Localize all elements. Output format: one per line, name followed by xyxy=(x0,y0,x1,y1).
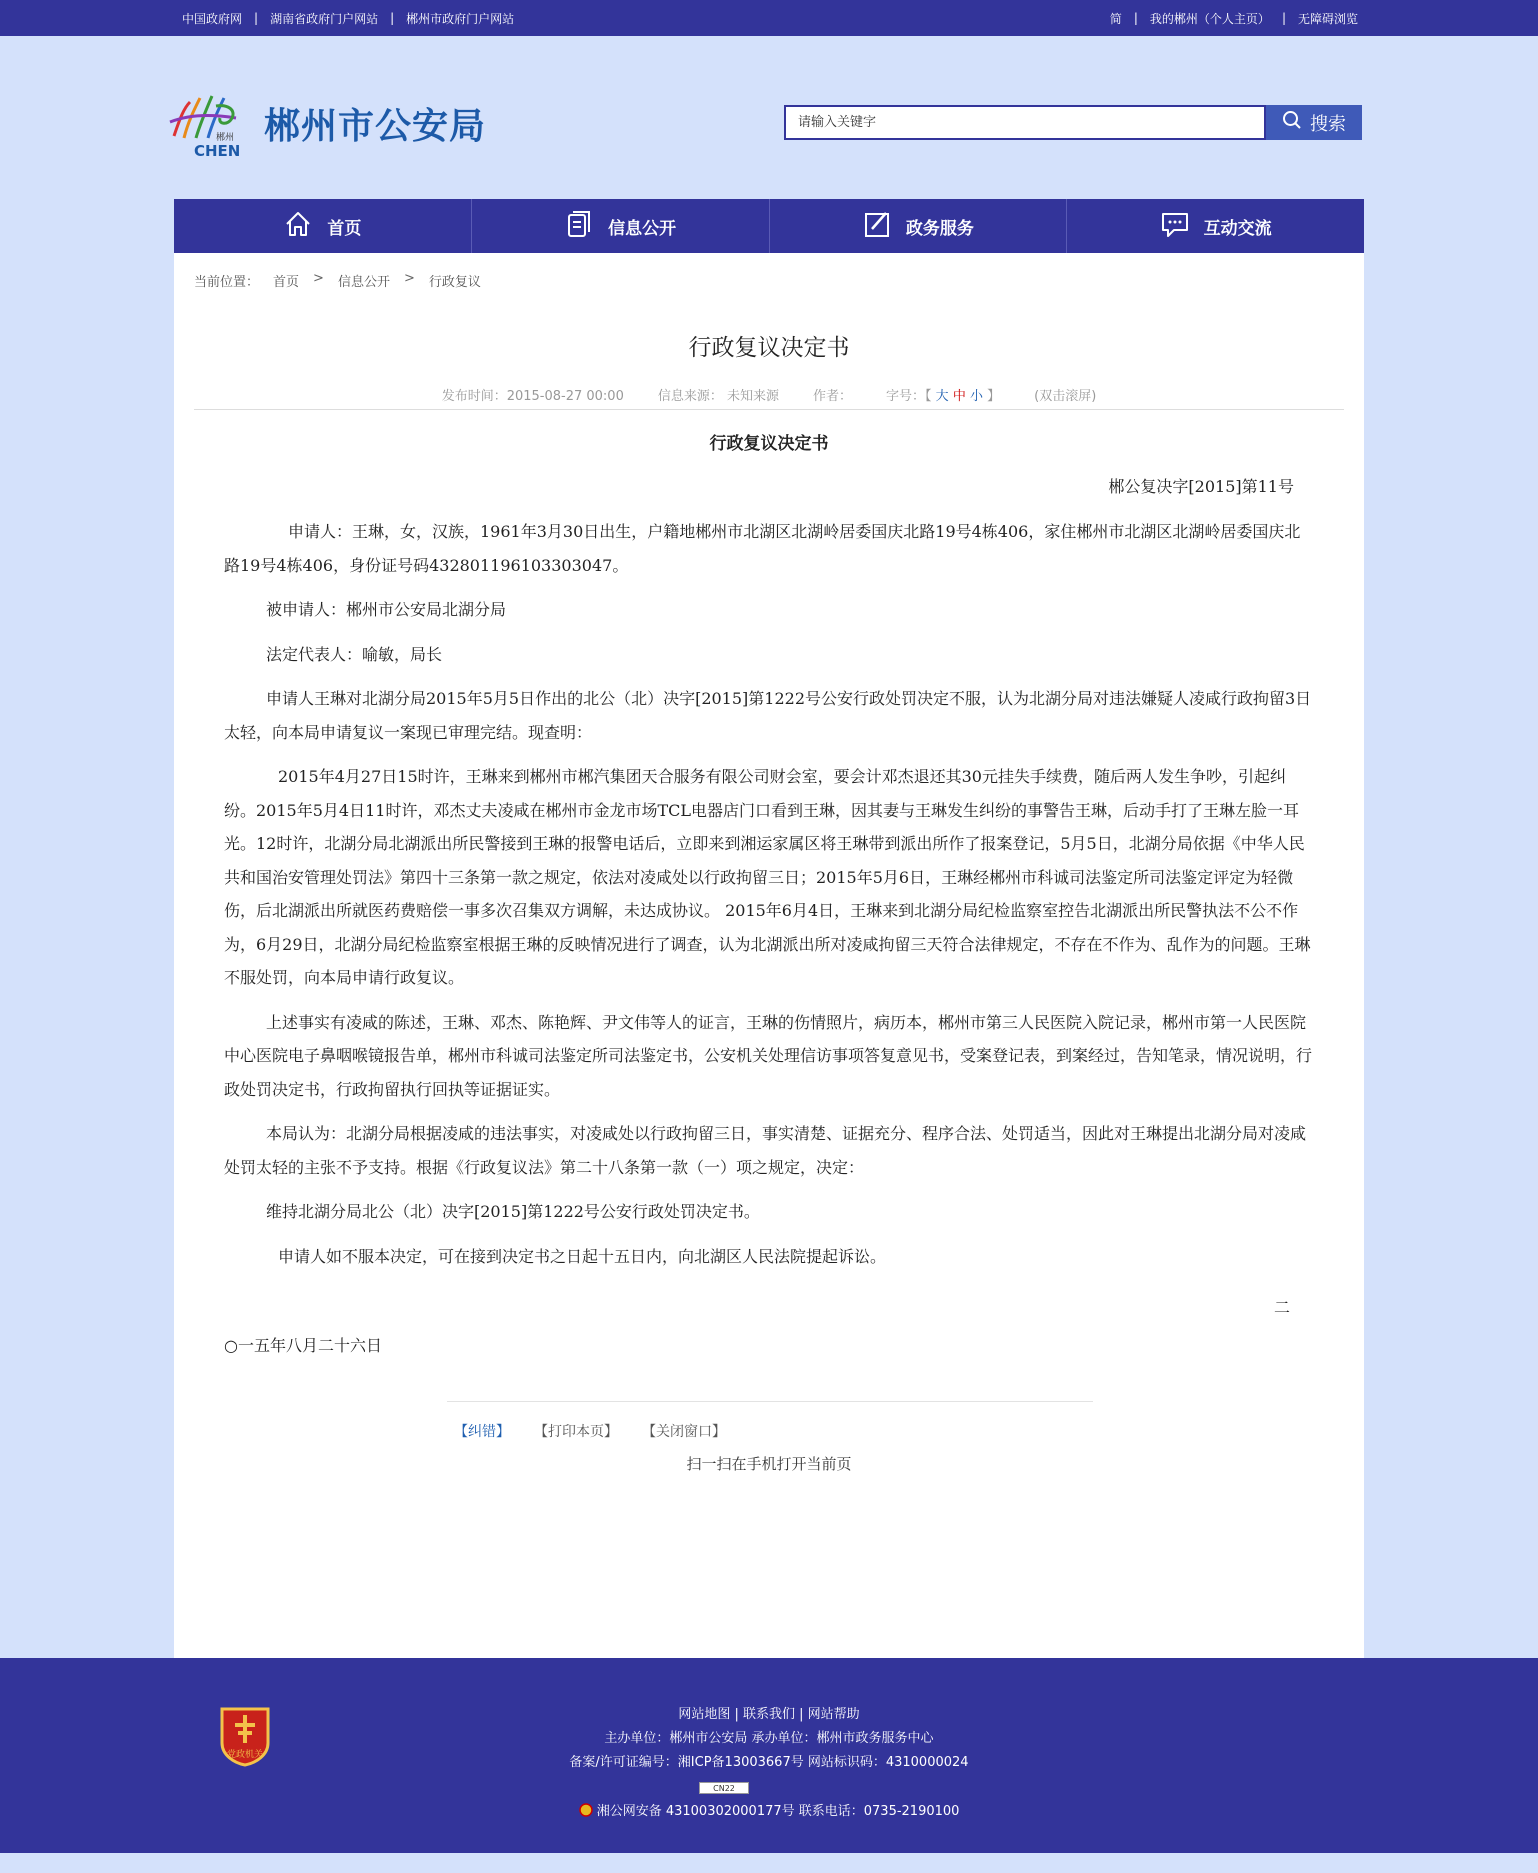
nav-gov-service[interactable] xyxy=(770,199,1068,253)
font-size-control xyxy=(886,385,1000,404)
article-meta xyxy=(174,385,1364,404)
document-date: ○一五年八月二十六日 xyxy=(224,1336,382,1355)
nav-label: 首页 xyxy=(327,218,362,239)
info-source: 信息来源： 未知来源 xyxy=(657,389,779,404)
search-icon xyxy=(1282,110,1302,135)
scan-qr-text: 扫一扫在手机打开当前页 xyxy=(686,1455,852,1473)
top-bar xyxy=(0,0,1538,36)
nav-info-public[interactable] xyxy=(472,199,770,253)
site-title: 郴州市公安局 xyxy=(264,106,487,147)
edit-icon xyxy=(862,209,892,244)
link-chenzhou-gov[interactable]: 郴州市政府门户网站 xyxy=(406,11,515,26)
document-icon xyxy=(564,209,594,244)
document-heading: 行政复议决定书 xyxy=(709,434,829,454)
divider xyxy=(194,409,1344,410)
document-body xyxy=(224,423,1314,1356)
article-tools xyxy=(454,1421,726,1441)
font-size-medium[interactable]: 中 xyxy=(952,389,966,404)
paragraph-opinion: 本局认为：北湖分局根据凌咸的违法事实，对凌咸处以行政拘留三日，事实清楚、证据充分、程序合法、处罚适当，因此对王琳提出北湖分局对凌咸处罚太轻的主张不予支持。根据《行政复议法》第二十八条第一款（一）项之规定，决定： xyxy=(224,1124,1307,1177)
main-nav xyxy=(174,199,1364,253)
link-accessibility[interactable]: 无障碍浏览 xyxy=(1297,11,1358,26)
paragraph-facts: 2015年4月27日15时许，王琳来到郴州市郴汽集团天合服务有限公司财会室，要会计邓杰退还其30元挂失手续费，随后两人发生争吵，引起纠纷。2015年5月4日11时许，邓杰丈夫凌咸在郴州市金龙市场TCL电器店门口看到王琳，因其妻与王琳发生纠纷的事警告王琳，后动手打了王琳左脸一耳光。12时许，北湖分局北湖派出所民警接到王琳的报警电话后，立即来到湘运家属区将王琳带到派出所作了报案登记，5月5日，北湖分局依据《中华人民共和国治安管理处罚法》第四十三条第一款之规定，依法对凌咸处以行政拘留三日；2015年5月6日，王琳经郴州市科诚司法鉴定所司法鉴定评定为轻微伤，后北湖派出所就医药费赔偿一事多次召集双方调解，未达成协议。 2015年6月4日，王琳来到北湖分局纪检监察室控告北湖派出所民警执法不公不作为，6月29日，北湖分局纪检监察室根据王琳的反映情况进行了调查，认为北湖派出所对凌咸拘留三天符合法律规定，不存在不作为、乱作为的问题。王琳不服处罚，向本局申请行政复议。 xyxy=(224,767,1311,987)
bracket-open: 【 xyxy=(925,389,932,404)
nav-label: 信息公开 xyxy=(608,218,677,239)
paragraph-decision: 维持北湖分局北公（北）决字[2015]第1222号公安行政处罚决定书。 xyxy=(266,1202,760,1221)
nav-interaction[interactable] xyxy=(1067,199,1364,253)
link-gov-cn[interactable]: 中国政府网 xyxy=(182,11,243,26)
breadcrumb-home[interactable]: 首页 xyxy=(273,275,300,290)
font-size-small[interactable]: 小 xyxy=(969,389,983,404)
author: 作者： xyxy=(812,389,852,404)
breadcrumb xyxy=(194,271,481,290)
divider xyxy=(447,1401,1093,1402)
document-tail-mark: 二 xyxy=(1273,1298,1290,1317)
footer-icp[interactable]: 备案/许可证编号：湘ICP备13003667号 网站标识码：4310000024 xyxy=(569,1755,969,1770)
font-size-label: 字号： xyxy=(886,389,926,404)
content-panel xyxy=(174,253,1364,1658)
paragraph-appeal: 申请人如不服本决定，可在接到决定书之日起十五日内，向北湖区人民法院提起诉讼。 xyxy=(278,1246,887,1266)
paragraph-evidence: 上述事实有凌咸的陈述，王琳、邓杰、陈艳辉、尹文伟等人的证言，王琳的伤情照片，病历本，郴州市第三人民医院入院记录，郴州市第一人民医院中心医院电子鼻咽喉镜报告单，郴州市科诚司法鉴定所司法鉴定书，公安机关处理信访事项答复意见书，受案登记表，到案经过，告知笔录，情况说明，行政处罚决定书，行政拘留执行回执等证据证实。 xyxy=(224,1012,1313,1099)
search-button[interactable] xyxy=(1266,105,1362,140)
search-button-label: 搜索 xyxy=(1310,113,1346,134)
report-error-link[interactable]: 【纠错】 xyxy=(454,1424,510,1440)
site-badge-icon[interactable]: CN22 xyxy=(699,1782,749,1794)
top-links-right xyxy=(1110,0,1358,36)
police-badge-icon xyxy=(579,1804,597,1819)
police-record-text: 湘公网安备 43100302000177号 联系电话：0735-2190100 xyxy=(596,1804,960,1819)
print-page-link[interactable]: 【打印本页】 xyxy=(534,1424,618,1440)
paragraph-legal-rep: 法定代表人：喻敏，局长 xyxy=(266,644,443,664)
paragraph-applicant: 申请人：王琳，女，汉族，1961年3月30日出生，户籍地郴州市北湖区北湖岭居委国庆北路19号4栋406，家住郴州市北湖区北湖岭居委国庆北路19号4栋406，身份证号码432801196103303047。 xyxy=(224,522,1301,575)
chat-icon xyxy=(1160,209,1190,244)
breadcrumb-admin-review[interactable]: 行政复议 xyxy=(428,275,481,290)
link-my-chenzhou[interactable]: 我的郴州（个人主页） xyxy=(1149,11,1270,26)
search-input[interactable]: 请输入关键字 xyxy=(784,105,1266,140)
footer-police-record[interactable] xyxy=(0,1800,1538,1819)
nav-label: 政务服务 xyxy=(905,218,974,239)
breadcrumb-info-public[interactable]: 信息公开 xyxy=(337,275,390,290)
font-size-large[interactable]: 大 xyxy=(935,389,949,404)
close-window-link[interactable]: 【关闭窗口】 xyxy=(642,1424,726,1440)
publish-time: 发布时间：2015-08-27 00:00 xyxy=(441,389,624,404)
breadcrumb-separator: > xyxy=(313,271,324,286)
paragraph-respondent: 被申请人：郴州市公安局北湖分局 xyxy=(266,600,507,619)
nav-label: 互动交流 xyxy=(1203,218,1272,239)
footer xyxy=(0,1658,1538,1853)
svg-text:CHEN: CHEN xyxy=(194,142,241,160)
link-hunan-gov[interactable]: 湖南省政府门户网站 xyxy=(270,11,379,26)
document-number: 郴公复决字[2015]第11号 xyxy=(1108,477,1294,496)
article-title: 行政复议决定书 xyxy=(688,335,850,361)
nav-home[interactable] xyxy=(174,199,472,253)
separator: | xyxy=(254,11,259,25)
home-icon xyxy=(283,209,313,244)
bracket-close: 】 xyxy=(987,389,1001,404)
link-simplified[interactable]: 简 xyxy=(1109,11,1122,26)
footer-links[interactable]: 网站地图 | 联系我们 | 网站帮助 xyxy=(678,1707,860,1722)
breadcrumb-separator: > xyxy=(403,271,415,286)
separator: | xyxy=(390,11,395,25)
top-links-left xyxy=(182,0,514,36)
paragraph-intro: 申请人王琳对北湖分局2015年5月5日作出的北公（北）决字[2015]第1222号公安行政处罚决定不服，认为北湖分局对违法嫌疑人凌咸行政拘留3日太轻，向本局申请复议一案现已审理完结。现查明： xyxy=(224,689,1312,742)
breadcrumb-prefix: 当前位置： xyxy=(194,275,260,290)
svg-text:党政机关: 党政机关 xyxy=(226,1750,264,1760)
separator: | xyxy=(1281,11,1286,25)
double-click-scroll: (双击滚屏) xyxy=(1034,389,1097,404)
separator: | xyxy=(1133,11,1138,25)
svg-text:郴州: 郴州 xyxy=(216,133,235,143)
footer-organizer: 主办单位：郴州市公安局 承办单位：郴州市政务服务中心 xyxy=(604,1731,934,1746)
site-logo[interactable] xyxy=(166,88,250,160)
